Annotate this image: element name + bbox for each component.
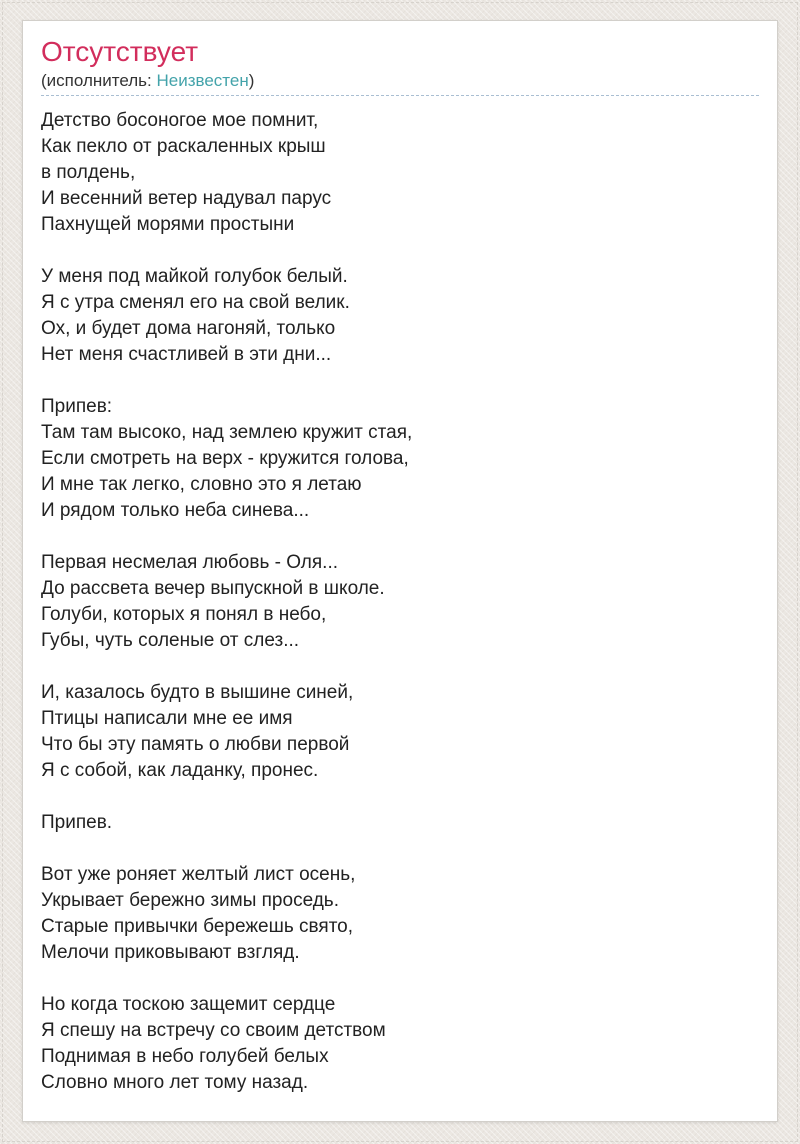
lyric-line: Детство босоногое мое помнит, (41, 110, 319, 131)
lyric-line: Старые привычки бережешь свято, (41, 916, 354, 937)
lyric-line: И рядом только неба синева... (41, 500, 310, 521)
lyric-line: Первая несмелая любовь - Оля... (41, 552, 339, 573)
lyric-line: Голуби, которых я понял в небо, (41, 604, 327, 625)
lyric-line: Птицы написали мне ее имя (41, 708, 293, 729)
artist-close-paren: ) (248, 71, 255, 90)
lyrics-text (41, 108, 759, 1096)
lyric-line: Там там высоко, над землею кружит стая, (41, 422, 413, 443)
lyric-line: Что бы эту память о любви первой (41, 734, 350, 755)
stanza (41, 862, 759, 966)
lyric-line: До рассвета вечер выпускной в школе. (41, 578, 385, 599)
stanza (41, 992, 759, 1096)
lyric-line: И весенний ветер надувал парус (41, 188, 332, 209)
lyric-line: И мне так легко, словно это я летаю (41, 474, 362, 495)
lyric-line: Поднимая в небо голубей белых (41, 1046, 329, 1067)
lyric-line: Как пекло от раскаленных крыш (41, 136, 326, 157)
lyric-line: Нет меня счастливей в эти дни... (41, 344, 332, 365)
lyric-line: Я с собой, как ладанку, пронес. (41, 760, 319, 781)
lyric-line: в полдень, (41, 162, 136, 183)
lyric-line: Припев: (41, 396, 113, 417)
lyric-line: Ох, и будет дома нагоняй, только (41, 318, 336, 339)
lyric-line: Я с утра сменял его на свой велик. (41, 292, 350, 313)
artist-label: (исполнитель: (41, 71, 157, 90)
lyric-line: Вот уже роняет желтый лист осень, (41, 864, 356, 885)
lyric-line: Мелочи приковывают взгляд. (41, 942, 300, 963)
stanza (41, 394, 759, 524)
lyric-line: Пахнущей морями простыни (41, 214, 295, 235)
lyric-line: Словно много лет тому назад. (41, 1072, 309, 1093)
artist-line (41, 71, 759, 91)
lyric-line: Припев. (41, 812, 113, 833)
lyric-line: Губы, чуть соленые от слез... (41, 630, 300, 651)
lyric-line: И, казалось будто в вышине синей, (41, 682, 354, 703)
lyric-line: У меня под майкой голубок белый. (41, 266, 348, 287)
stanza (41, 680, 759, 784)
lyric-line: Если смотреть на верх - кружится голова, (41, 448, 409, 469)
song-header (41, 37, 759, 96)
lyric-line: Укрывает бережно зимы проседь. (41, 890, 339, 911)
stanza (41, 264, 759, 368)
song-title: Отсутствует (41, 36, 199, 67)
stanza (41, 550, 759, 654)
lyric-line: Но когда тоскою защемит сердце (41, 994, 336, 1015)
lyrics-card (22, 20, 778, 1122)
stanza (41, 810, 759, 836)
artist-link[interactable]: Неизвестен (156, 71, 249, 90)
lyric-line: Я спешу на встречу со своим детством (41, 1020, 386, 1041)
stanza (41, 108, 759, 238)
